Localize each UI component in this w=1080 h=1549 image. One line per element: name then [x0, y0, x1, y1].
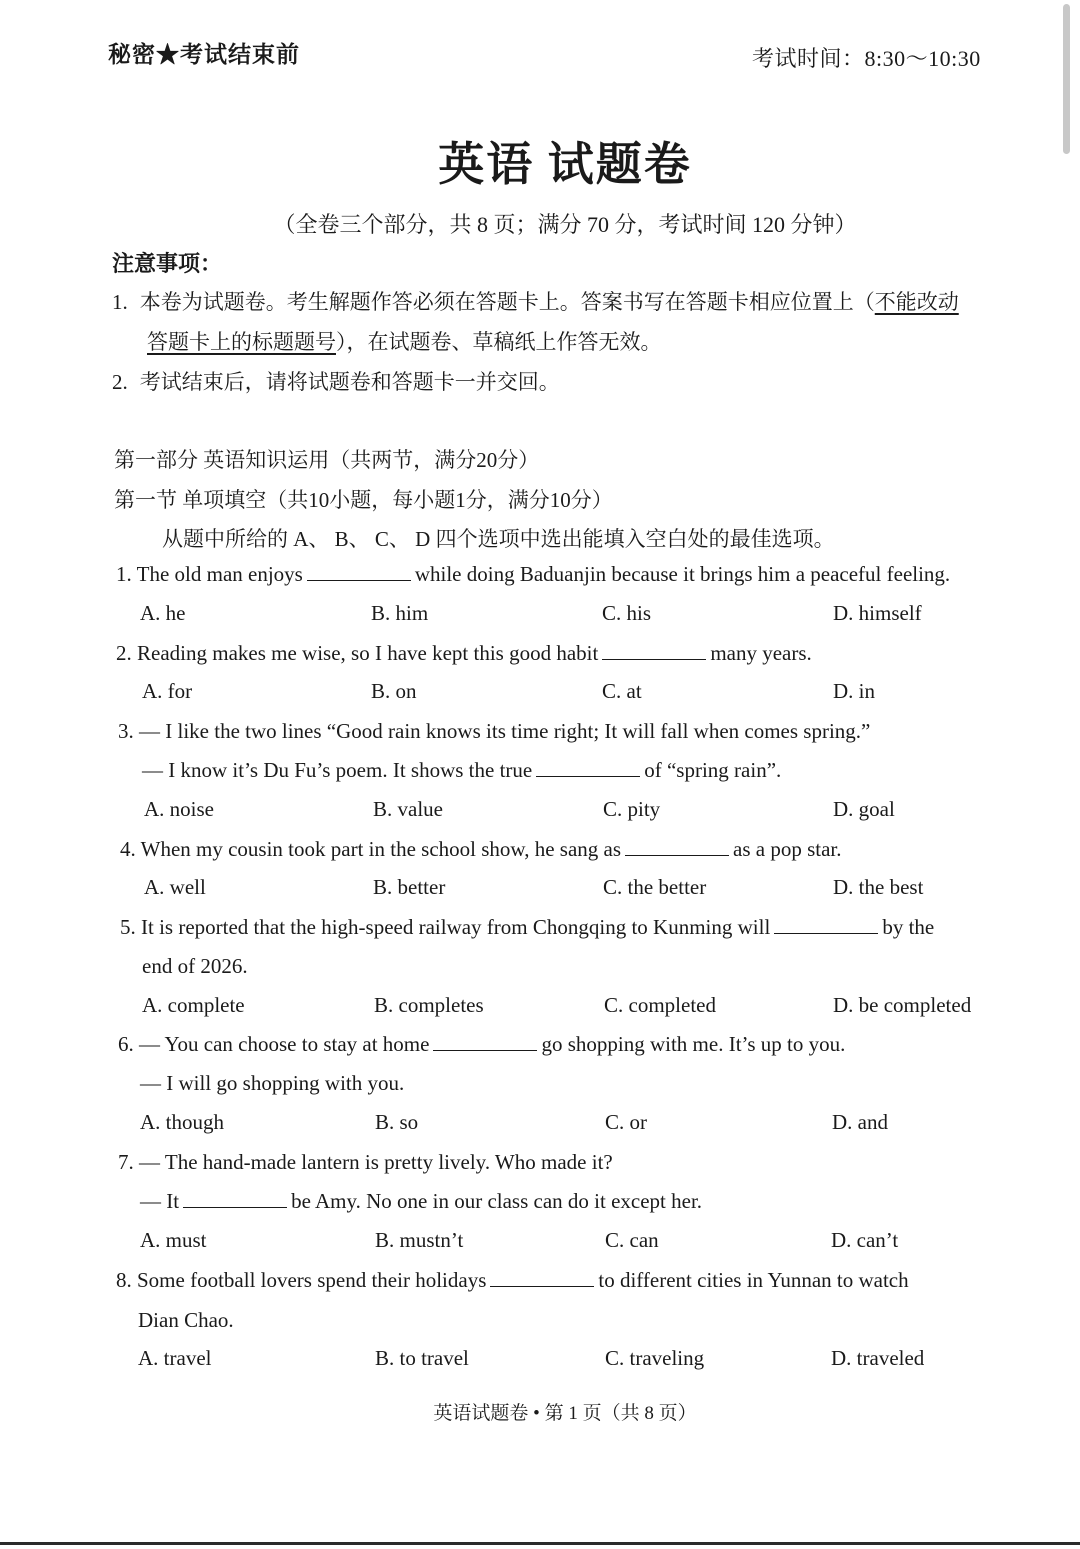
- section-heading: 第一节 单项填空（共10小题，每小题1分，满分10分）: [114, 488, 613, 512]
- page-title: 英语 试题卷: [438, 139, 692, 190]
- option-a: A. must: [140, 1228, 207, 1252]
- option-c: C. at: [602, 679, 642, 703]
- confidential-label: 秘密★考试结束前: [108, 42, 300, 67]
- part-heading: 第一部分 英语知识运用（共两节，满分20分）: [114, 448, 540, 472]
- answer-blank: [433, 1049, 537, 1051]
- page-footer: 英语试题卷 • 第 1 页（共 8 页）: [433, 1403, 697, 1424]
- notice-item-1: [112, 286, 959, 316]
- option-c: C. can: [605, 1228, 659, 1252]
- question-5-cont: end of 2026.: [142, 954, 248, 978]
- notice-text: 本卷为试题卷。考生解题作答必须在答题卡上。答案书写在答题卡相应位置上（: [139, 290, 875, 314]
- page-subtitle: （全卷三个部分，共 8 页；满分 70 分，考试时间 120 分钟）: [273, 212, 857, 237]
- option-b: B. completes: [374, 993, 484, 1017]
- option-d: D. be completed: [833, 993, 972, 1017]
- option-a: A. well: [144, 875, 206, 899]
- option-c: C. traveling: [605, 1346, 705, 1370]
- option-a: A. travel: [138, 1346, 212, 1370]
- answer-blank: [183, 1206, 287, 1208]
- option-b: B. better: [373, 875, 446, 899]
- notice-number: 2.: [112, 370, 128, 394]
- option-c: C. the better: [603, 875, 707, 899]
- exam-time: 考试时间：8:30～10:30: [752, 46, 981, 71]
- option-a: A. noise: [144, 797, 214, 821]
- option-a: A. for: [142, 679, 193, 703]
- notice-number: 1.: [112, 290, 128, 314]
- question-7-reply: — It be Amy. No one in our class can do it except her.: [140, 1189, 703, 1213]
- option-d: D. the best: [833, 875, 924, 899]
- notice-underlined: 答题卡上的标题题号: [147, 330, 336, 354]
- answer-blank: [774, 932, 878, 934]
- question-8: 8. Some football lovers spend their holidays to different cities in Yunnan to watch: [116, 1268, 909, 1292]
- option-a: A. complete: [142, 993, 245, 1017]
- answer-blank: [602, 658, 706, 660]
- notice-item-2: [112, 366, 560, 396]
- option-c: C. completed: [604, 993, 716, 1017]
- option-d: D. in: [833, 679, 875, 703]
- option-c: C. or: [605, 1110, 647, 1134]
- question-1: 1. The old man enjoys while doing Baduanjin because it brings him a peaceful feeling.: [116, 562, 951, 586]
- option-d: D. and: [832, 1110, 888, 1134]
- option-d: D. himself: [833, 601, 922, 625]
- question-8-cont: Dian Chao.: [138, 1308, 234, 1332]
- option-a: A. though: [140, 1110, 224, 1134]
- option-b: B. on: [371, 679, 417, 703]
- answer-blank: [625, 854, 729, 856]
- answer-blank: [307, 579, 411, 581]
- option-d: D. goal: [833, 797, 895, 821]
- question-5: 5. It is reported that the high-speed railway from Chongqing to Kunming will by the: [120, 915, 935, 939]
- option-b: B. him: [371, 601, 429, 625]
- bottom-divider: [0, 1542, 1080, 1545]
- question-2: 2. Reading makes me wise, so I have kept this good habit many years.: [116, 641, 812, 665]
- option-d: D. can’t: [831, 1228, 899, 1252]
- option-b: B. to travel: [375, 1346, 469, 1370]
- instruction: 从题中所给的 A、 B、 C、 D 四个选项中选出能填入空白处的最佳选项。: [162, 527, 835, 551]
- option-c: C. his: [602, 601, 652, 625]
- notice-text: ），在试题卷、草稿纸上作答无效。: [336, 330, 662, 354]
- notice-heading: 注意事项：: [112, 251, 223, 276]
- question-6: 6. — You can choose to stay at home go shopping with me. It’s up to you.: [118, 1032, 846, 1056]
- notice-item-1-cont: [147, 326, 662, 356]
- option-c: C. pity: [603, 797, 661, 821]
- question-3: 3. — I like the two lines “Good rain knows its time right; It will fall when comes spring.”: [118, 719, 871, 743]
- question-3-reply: — I know it’s Du Fu’s poem. It shows the true of “spring rain”.: [142, 758, 782, 782]
- question-7: 7. — The hand-made lantern is pretty lively. Who made it?: [118, 1150, 613, 1174]
- option-b: B. so: [375, 1110, 419, 1134]
- option-d: D. traveled: [831, 1346, 925, 1370]
- answer-blank: [490, 1285, 594, 1287]
- option-b: B. value: [373, 797, 443, 821]
- option-a: A. he: [140, 601, 186, 625]
- answer-blank: [536, 775, 640, 777]
- question-6-reply: — I will go shopping with you.: [140, 1071, 405, 1095]
- notice-underlined: 不能改动: [874, 290, 959, 314]
- option-b: B. mustn’t: [375, 1228, 464, 1252]
- notice-text: 考试结束后，请将试题卷和答题卡一并交回。: [139, 370, 560, 394]
- question-4: 4. When my cousin took part in the school show, he sang as as a pop star.: [120, 837, 842, 861]
